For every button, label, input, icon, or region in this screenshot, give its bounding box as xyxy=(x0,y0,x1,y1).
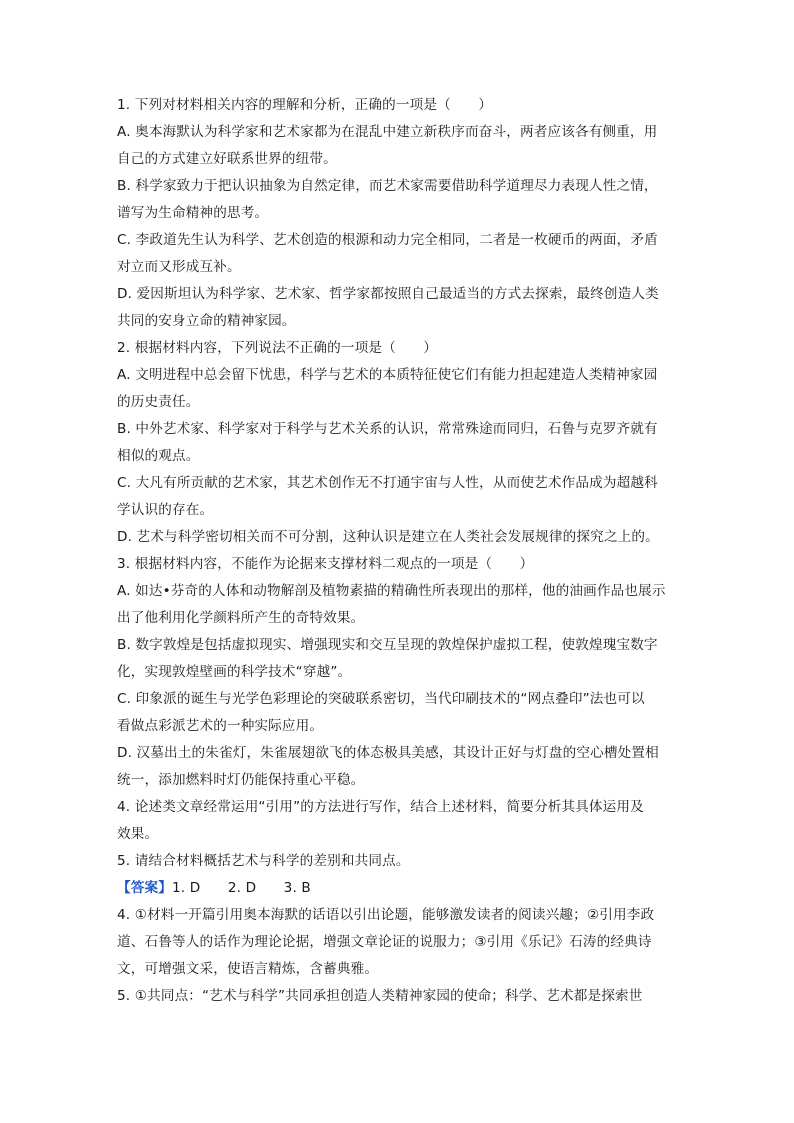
question-line: 4. 论述类文章经常运用“引用”的方法进行写作，结合上述材料，简要分析其具体运用及 xyxy=(117,799,644,815)
question-line: 自己的方式建立好联系世界的纽带。 xyxy=(117,151,337,167)
question-line: 2. 根据材料内容，下列说法不正确的一项是（ ） xyxy=(117,340,438,356)
question-line: 的历史责任。 xyxy=(117,394,200,410)
question-line: 看做点彩派艺术的一种实际应用。 xyxy=(117,718,324,734)
question-line: 3. 根据材料内容，不能作为论据来支撑材料二观点的一项是（ ） xyxy=(117,556,534,572)
question-line: 共同的安身立命的精神家园。 xyxy=(117,313,296,329)
answer-choices: 1. D 2. D 3. B xyxy=(171,880,311,896)
answer-line: 5. ①共同点：“艺术与科学”共同承担创造人类精神家园的使命；科学、艺术都是探索世 xyxy=(117,988,643,1004)
question-line: A. 文明进程中总会留下忧患，科学与艺术的本质特征使它们有能力担起建造人类精神家园 xyxy=(117,367,658,383)
question-line: C. 印象派的诞生与光学色彩理论的突破联系密切，当代印刷技术的“网点叠印”法也可以 xyxy=(117,691,645,707)
question-line: 统一，添加燃料时灯仍能保持重心平稳。 xyxy=(117,772,365,788)
answer-key-line xyxy=(117,875,677,902)
question-line: 化，实现敦煌壁画的科学技术“穿越”。 xyxy=(117,664,352,680)
question-line: B. 科学家致力于把认识抽象为自然定律，而艺术家需要借助科学道理尽力表现人性之情， xyxy=(117,178,658,194)
question-line: 5. 请结合材料概括艺术与科学的差别和共同点。 xyxy=(117,853,410,869)
question-line: 1. 下列对材料相关内容的理解和分析，正确的一项是（ ） xyxy=(117,97,493,113)
question-line: 对立而又形成互补。 xyxy=(117,259,241,275)
question-line: 出了他利用化学颜料所产生的奇特效果。 xyxy=(117,610,365,626)
question-line: 谱写为生命精神的思考。 xyxy=(117,205,269,221)
answer-line: 文，可增强文采，使语言精炼，含蓄典雅。 xyxy=(117,961,379,977)
question-line: B. 数字敦煌是包括虚拟现实、增强现实和交互呈现的敦煌保护虚拟工程，使敦煌瑰宝数字 xyxy=(117,637,658,653)
answer-label: 【答案】 xyxy=(117,880,172,896)
answer-line: 4. ①材料一开篇引用奥本海默的话语以引出论题，能够激发读者的阅读兴趣；②引用李政 xyxy=(117,907,655,923)
question-line: C. 李政道先生认为科学、艺术创造的根源和动力完全相同，二者是一枚硬币的两面，矛盾 xyxy=(117,232,658,248)
question-line: 相似的观点。 xyxy=(117,448,200,464)
document-body xyxy=(117,92,677,1010)
question-line: D. 汉墓出土的朱雀灯，朱雀展翅欲飞的体态极具美感，其设计正好与灯盘的空心槽处置相 xyxy=(117,745,659,761)
question-line: 学认识的存在。 xyxy=(117,502,214,518)
question-line: D. 艺术与科学密切相关而不可分割，这种认识是建立在人类社会发展规律的探究之上的。 xyxy=(117,529,659,545)
question-line: A. 奥本海默认为科学家和艺术家都为在混乱中建立新秩序而奋斗，两者应该各有侧重，用 xyxy=(117,124,658,140)
answer-line: 道、石鲁等人的话作为理论论据，增强文章论证的说服力；③引用《乐记》石涛的经典诗 xyxy=(117,934,652,950)
question-line: 效果。 xyxy=(117,826,159,842)
question-line: B. 中外艺术家、科学家对于科学与艺术关系的认识，常常殊途而同归，石鲁与克罗齐就有 xyxy=(117,421,658,437)
question-line: C. 大凡有所贡献的艺术家，其艺术创作无不打通宇宙与人性，从而使艺术作品成为超越科 xyxy=(117,475,658,491)
question-line: A. 如达•芬奇的人体和动物解剖及植物素描的精确性所表现出的那样，他的油画作品也展示 xyxy=(117,583,666,599)
question-line: D. 爱因斯坦认为科学家、艺术家、哲学家都按照自己最适当的方式去探索，最终创造人类 xyxy=(117,286,659,302)
